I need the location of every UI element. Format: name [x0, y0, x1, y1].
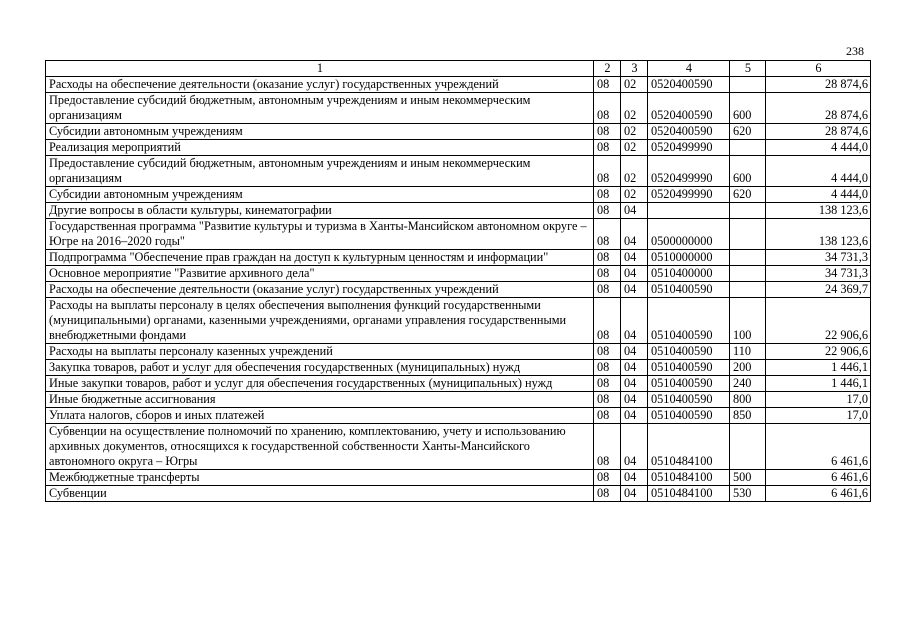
table-row — [46, 486, 871, 502]
row-c6-cell: 6 461,6 — [766, 424, 871, 470]
row-c3-cell: 04 — [621, 408, 648, 424]
row-c3-cell: 04 — [621, 486, 648, 502]
row-c3-cell: 04 — [621, 282, 648, 298]
header-cell: 3 — [621, 61, 648, 77]
row-c2-cell: 08 — [594, 187, 621, 203]
row-name-cell: Расходы на обеспечение деятельности (оказание услуг) государственных учреждений — [46, 77, 594, 93]
table-row — [46, 266, 871, 282]
row-name-cell: Иные закупки товаров, работ и услуг для обеспечения государственных (муниципальных) нужд — [46, 376, 594, 392]
row-c5-cell: 620 — [730, 187, 766, 203]
row-c3-cell: 02 — [621, 140, 648, 156]
row-c4-cell: 0520499990 — [648, 187, 730, 203]
row-c3-cell: 04 — [621, 266, 648, 282]
row-c5-cell — [730, 77, 766, 93]
row-c6-cell: 4 444,0 — [766, 187, 871, 203]
row-c4-cell: 0510400590 — [648, 298, 730, 344]
row-name-cell: Расходы на выплаты персоналу в целях обеспечения выполнения функций государственными (муниципальными) органами, казенными учреждениями, органами управления государственными внебюджетными фондами — [46, 298, 594, 344]
row-c6-cell: 1 446,1 — [766, 376, 871, 392]
row-c2-cell: 08 — [594, 408, 621, 424]
row-c3-cell: 04 — [621, 392, 648, 408]
row-c5-cell: 620 — [730, 124, 766, 140]
row-c4-cell: 0520499990 — [648, 156, 730, 187]
row-name-cell: Предоставление субсидий бюджетным, автономным учреждениям и иным некоммерческим организациям — [46, 156, 594, 187]
row-name-cell: Расходы на обеспечение деятельности (оказание услуг) государственных учреждений — [46, 282, 594, 298]
row-c4-cell: 0510484100 — [648, 424, 730, 470]
row-name-cell: Уплата налогов, сборов и иных платежей — [46, 408, 594, 424]
row-c2-cell: 08 — [594, 470, 621, 486]
row-c6-cell: 1 446,1 — [766, 360, 871, 376]
row-c5-cell — [730, 282, 766, 298]
table-row — [46, 187, 871, 203]
table-body — [46, 77, 871, 502]
row-c2-cell: 08 — [594, 93, 621, 124]
row-c6-cell: 28 874,6 — [766, 93, 871, 124]
table-row — [46, 250, 871, 266]
row-c6-cell: 17,0 — [766, 408, 871, 424]
row-c4-cell: 0510400590 — [648, 376, 730, 392]
row-c2-cell: 08 — [594, 266, 621, 282]
row-c6-cell: 6 461,6 — [766, 470, 871, 486]
row-c5-cell: 100 — [730, 298, 766, 344]
row-c2-cell: 08 — [594, 203, 621, 219]
row-c4-cell: 0510400590 — [648, 282, 730, 298]
header-cell: 1 — [46, 61, 594, 77]
row-c6-cell: 22 906,6 — [766, 344, 871, 360]
table-row — [46, 392, 871, 408]
table-row — [46, 219, 871, 250]
row-c4-cell: 0510484100 — [648, 470, 730, 486]
table-row — [46, 156, 871, 187]
table-row — [46, 360, 871, 376]
row-c5-cell: 800 — [730, 392, 766, 408]
row-c4-cell: 0510400000 — [648, 266, 730, 282]
header-cell: 6 — [766, 61, 871, 77]
row-c5-cell — [730, 250, 766, 266]
row-c2-cell: 08 — [594, 219, 621, 250]
table-row — [46, 376, 871, 392]
row-c5-cell — [730, 203, 766, 219]
table-row — [46, 408, 871, 424]
row-c5-cell: 110 — [730, 344, 766, 360]
row-c6-cell: 24 369,7 — [766, 282, 871, 298]
row-c4-cell: 0520499990 — [648, 140, 730, 156]
row-c2-cell: 08 — [594, 298, 621, 344]
row-name-cell: Закупка товаров, работ и услуг для обеспечения государственных (муниципальных) нужд — [46, 360, 594, 376]
budget-table — [45, 60, 871, 502]
row-c2-cell: 08 — [594, 156, 621, 187]
row-c6-cell: 4 444,0 — [766, 156, 871, 187]
table-row — [46, 282, 871, 298]
row-c3-cell: 04 — [621, 376, 648, 392]
row-c3-cell: 04 — [621, 424, 648, 470]
row-c4-cell: 0510400590 — [648, 392, 730, 408]
row-c5-cell: 530 — [730, 486, 766, 502]
row-c6-cell: 22 906,6 — [766, 298, 871, 344]
row-c2-cell: 08 — [594, 344, 621, 360]
row-c6-cell: 4 444,0 — [766, 140, 871, 156]
row-c5-cell — [730, 219, 766, 250]
row-c3-cell: 04 — [621, 203, 648, 219]
row-name-cell: Другие вопросы в области культуры, кинематографии — [46, 203, 594, 219]
row-c5-cell: 240 — [730, 376, 766, 392]
header-cell: 5 — [730, 61, 766, 77]
row-c5-cell: 600 — [730, 156, 766, 187]
row-name-cell: Подпрограмма "Обеспечение прав граждан на доступ к культурным ценностям и информации" — [46, 250, 594, 266]
row-c2-cell: 08 — [594, 360, 621, 376]
row-c2-cell: 08 — [594, 140, 621, 156]
row-c3-cell: 04 — [621, 344, 648, 360]
row-c6-cell: 28 874,6 — [766, 124, 871, 140]
row-c5-cell — [730, 424, 766, 470]
row-c5-cell: 850 — [730, 408, 766, 424]
row-c5-cell — [730, 266, 766, 282]
row-c4-cell: 0520400590 — [648, 124, 730, 140]
row-c4-cell: 0520400590 — [648, 93, 730, 124]
header-row — [46, 61, 871, 77]
row-name-cell: Государственная программа "Развитие культуры и туризма в Ханты-Мансийском автономном округе – Югре на 2016–2020 годы" — [46, 219, 594, 250]
header-cell: 4 — [648, 61, 730, 77]
row-c6-cell: 28 874,6 — [766, 77, 871, 93]
row-c3-cell: 02 — [621, 124, 648, 140]
row-c6-cell: 6 461,6 — [766, 486, 871, 502]
row-name-cell: Субвенции на осуществление полномочий по хранению, комплектованию, учету и использованию архивных документов, относящихся к государственной собственности Ханты-Мансийского автономного округа – Югры — [46, 424, 594, 470]
row-c3-cell: 04 — [621, 360, 648, 376]
row-c4-cell: 0510484100 — [648, 486, 730, 502]
row-c2-cell: 08 — [594, 124, 621, 140]
row-name-cell: Субвенции — [46, 486, 594, 502]
row-c4-cell — [648, 203, 730, 219]
row-name-cell: Межбюджетные трансферты — [46, 470, 594, 486]
table-row — [46, 298, 871, 344]
row-c3-cell: 04 — [621, 298, 648, 344]
page-number: 238 — [846, 44, 864, 58]
row-c4-cell: 0510400590 — [648, 344, 730, 360]
table-row — [46, 93, 871, 124]
row-c5-cell — [730, 140, 766, 156]
row-c2-cell: 08 — [594, 250, 621, 266]
row-c3-cell: 02 — [621, 187, 648, 203]
row-c3-cell: 02 — [621, 156, 648, 187]
row-c6-cell: 138 123,6 — [766, 219, 871, 250]
row-name-cell: Субсидии автономным учреждениям — [46, 124, 594, 140]
row-c2-cell: 08 — [594, 486, 621, 502]
table-row — [46, 470, 871, 486]
row-c6-cell: 138 123,6 — [766, 203, 871, 219]
row-c5-cell: 200 — [730, 360, 766, 376]
row-c5-cell: 600 — [730, 93, 766, 124]
row-name-cell: Субсидии автономным учреждениям — [46, 187, 594, 203]
row-c2-cell: 08 — [594, 77, 621, 93]
row-c3-cell: 02 — [621, 77, 648, 93]
table-row — [46, 344, 871, 360]
row-c3-cell: 02 — [621, 93, 648, 124]
row-c3-cell: 04 — [621, 250, 648, 266]
row-c4-cell: 0510400590 — [648, 408, 730, 424]
row-c6-cell: 34 731,3 — [766, 266, 871, 282]
row-name-cell: Основное мероприятие "Развитие архивного дела" — [46, 266, 594, 282]
table-row — [46, 424, 871, 470]
row-c4-cell: 0500000000 — [648, 219, 730, 250]
row-name-cell: Иные бюджетные ассигнования — [46, 392, 594, 408]
table-row — [46, 203, 871, 219]
row-c6-cell: 34 731,3 — [766, 250, 871, 266]
row-c2-cell: 08 — [594, 282, 621, 298]
row-c4-cell: 0510400590 — [648, 360, 730, 376]
row-c4-cell: 0520400590 — [648, 77, 730, 93]
table-row — [46, 77, 871, 93]
row-c2-cell: 08 — [594, 392, 621, 408]
row-c2-cell: 08 — [594, 424, 621, 470]
row-c5-cell: 500 — [730, 470, 766, 486]
row-c2-cell: 08 — [594, 376, 621, 392]
row-name-cell: Расходы на выплаты персоналу казенных учреждений — [46, 344, 594, 360]
header-cell: 2 — [594, 61, 621, 77]
row-name-cell: Предоставление субсидий бюджетным, автономным учреждениям и иным некоммерческим организациям — [46, 93, 594, 124]
row-c3-cell: 04 — [621, 470, 648, 486]
row-c3-cell: 04 — [621, 219, 648, 250]
row-name-cell: Реализация мероприятий — [46, 140, 594, 156]
table-row — [46, 140, 871, 156]
row-c4-cell: 0510000000 — [648, 250, 730, 266]
table-row — [46, 124, 871, 140]
row-c6-cell: 17,0 — [766, 392, 871, 408]
